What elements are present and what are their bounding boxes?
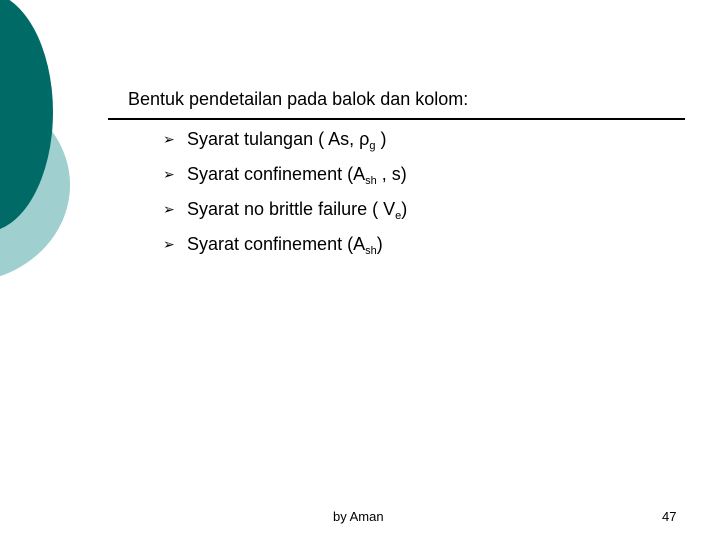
corner-decoration <box>0 0 80 300</box>
arrow-bullet-icon: ➢ <box>163 165 175 182</box>
bullet-item <box>163 121 407 156</box>
bullet-item <box>163 191 407 226</box>
bullet-text: Syarat confinement ($A_{sh}$ , s) <box>187 163 407 187</box>
arrow-bullet-icon: ➢ <box>163 235 175 252</box>
title-divider <box>108 118 685 120</box>
arrow-bullet-icon: ➢ <box>163 200 175 217</box>
slide-title: Bentuk pendetailan pada balok dan kolom: <box>128 89 469 109</box>
bullet-text: Syarat confinement $(A_{sh})$ <box>187 233 383 257</box>
footer-author: by Aman <box>333 509 384 524</box>
bullet-text: Syarat no brittle failure ( $V_e$) <box>187 198 408 222</box>
page-number: 47 <box>662 509 677 524</box>
bullet-list <box>163 121 407 261</box>
arrow-bullet-icon: ➢ <box>163 130 175 147</box>
bullet-text: Syarat tulangan ( As, $\rho_g$ ) <box>187 128 387 152</box>
bullet-item <box>163 226 407 261</box>
bullet-item <box>163 156 407 191</box>
